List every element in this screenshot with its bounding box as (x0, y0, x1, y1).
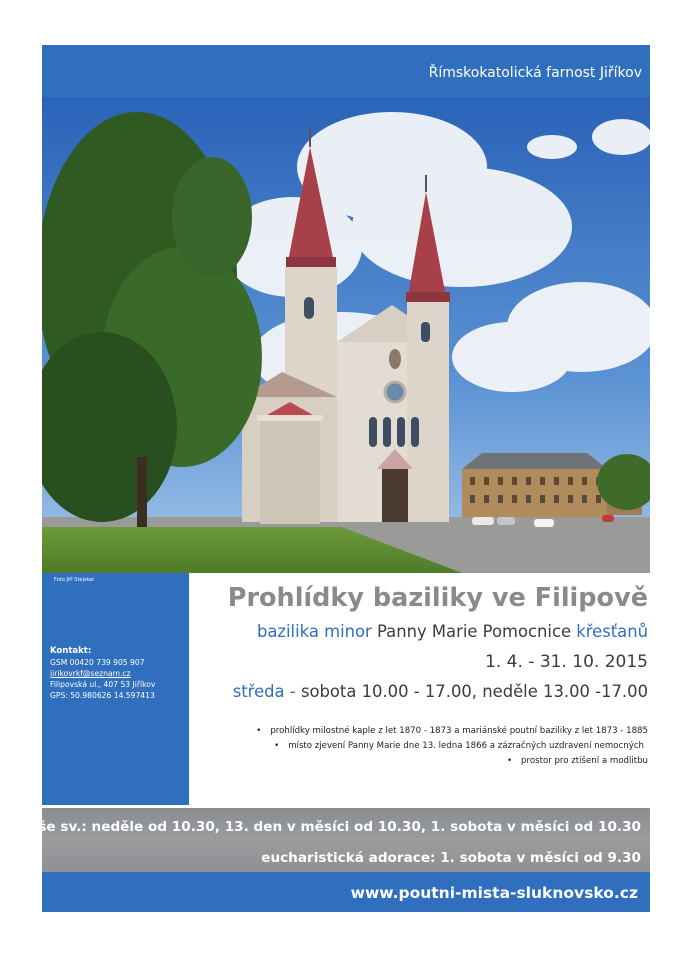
contact-label: Kontakt: (50, 646, 92, 656)
contact-sidebar (42, 573, 189, 805)
contact-address: Filipovská ul., 407 53 Jiříkov (50, 680, 156, 689)
parish-name: Římskokatolická farnost Jiříkov (428, 65, 642, 81)
subtitle-suffix: křesťanů (571, 622, 648, 641)
subtitle-name: Panny Marie Pomocnice (377, 622, 572, 641)
website-link[interactable]: www.poutni-mista-sluknovsko.cz (350, 884, 638, 902)
main-title: Prohlídky baziliky ve Filipově (227, 583, 648, 613)
services-bar (24, 808, 650, 872)
header-bar (42, 45, 650, 97)
contact-phone: GSM 00420 739 905 907 (50, 658, 145, 667)
date-range: 1. 4. - 31. 10. 2015 (485, 652, 648, 672)
subtitle-prefix: bazilika minor (256, 622, 378, 641)
mass-times: mše sv.: neděle od 10.30, 13. den v měsíci od 10.30, 1. sobota v měsíci od 10.30 (24, 819, 641, 835)
list-item: • místo zjevení Panny Marie dne 13. ledna 1866 a zázračných uzdravení nemocných (256, 739, 644, 754)
hours-prefix: středa - (232, 682, 301, 701)
contact-email[interactable]: jirikovrkf@seznam.cz (50, 669, 131, 678)
adoration-times: eucharistická adorace: 1. sobota v měsíci od 9.30 (261, 850, 641, 866)
list-item: • prohlídky milostné kaple z let 1870 - 1873 a mariánské poutní baziliky z let 1873 - 1885 (256, 724, 648, 739)
hours-rest: sobota 10.00 - 17.00, neděle 13.00 -17.00 (300, 682, 648, 701)
list-item: • prostor pro ztišení a modlitbu (256, 754, 648, 769)
basilica-photo (42, 97, 650, 573)
feature-list (256, 724, 648, 769)
photo-credit: Foto Jiří Stejskal (54, 577, 94, 583)
footer-bar (42, 872, 650, 912)
subtitle (257, 622, 648, 641)
opening-hours (233, 682, 648, 701)
contact-block (50, 646, 155, 701)
contact-gps: GPS: 50.980626 14.597413 (50, 691, 155, 700)
